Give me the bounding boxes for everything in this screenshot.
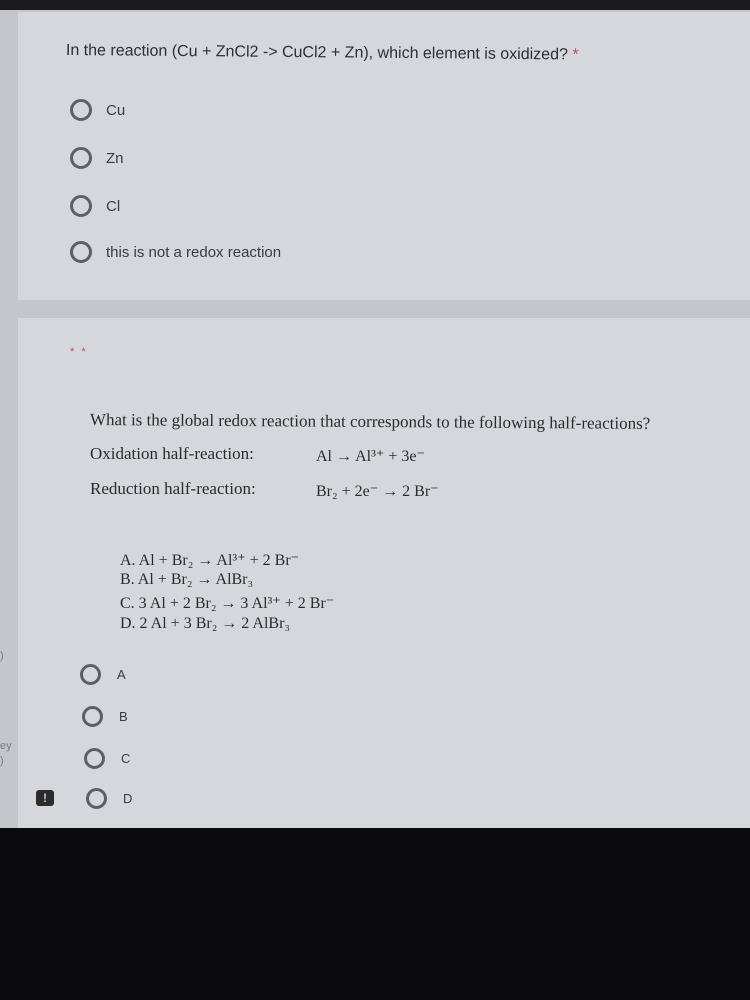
question-card-1 xyxy=(18,12,750,300)
option-label: Cu xyxy=(106,101,126,119)
option-zn[interactable] xyxy=(70,146,124,170)
option-label: C xyxy=(121,750,131,766)
radio-button-icon[interactable] xyxy=(80,664,101,685)
required-asterisk: * xyxy=(572,46,579,64)
radio-button-icon[interactable] xyxy=(70,147,92,169)
option-label: D xyxy=(123,790,133,806)
oxidation-label: Oxidation half-reaction: xyxy=(90,444,254,463)
question-2-text: What is the global redox reaction that corresponds to the following half-reactions? xyxy=(89,410,651,433)
choice-c-equation: C. 3 Al + 2 Br₂ → 3 Al³⁺ + 2 Br⁻ xyxy=(120,595,335,612)
choice-b-equation: B. Al + Br₂ → AlBr₃ xyxy=(120,571,254,588)
option-c[interactable] xyxy=(84,746,130,770)
option-a[interactable] xyxy=(80,662,126,686)
option-label: Cl xyxy=(106,197,121,215)
radio-button-icon[interactable] xyxy=(70,99,92,121)
reduction-label: Reduction half-reaction: xyxy=(90,479,256,498)
option-label: A xyxy=(117,666,126,682)
option-label: Zn xyxy=(106,149,124,167)
monitor-bezel xyxy=(0,828,750,1000)
question-1-title xyxy=(66,42,579,64)
choice-a-equation: A. Al + Br₂ → Al³⁺ + 2 Br⁻ xyxy=(120,552,300,569)
option-d[interactable] xyxy=(86,786,132,810)
option-label: B xyxy=(119,708,128,724)
oxidation-equation: Al → Al³⁺ + 3e⁻ xyxy=(316,448,425,465)
radio-button-icon[interactable] xyxy=(70,241,92,263)
option-not-redox[interactable] xyxy=(70,240,281,264)
top-bezel xyxy=(0,0,750,10)
option-label: this is not a redox reaction xyxy=(106,243,282,261)
option-b[interactable] xyxy=(82,704,128,728)
question-1-text: In the reaction (Cu + ZnCl2 -> CuCl2 + Zn), which element is oxidized? xyxy=(65,42,568,64)
required-asterisk: * * xyxy=(70,346,88,358)
option-cl[interactable] xyxy=(70,194,120,218)
left-edge-fragment: ey xyxy=(0,740,12,752)
left-edge-fragment: ) xyxy=(0,755,4,767)
radio-button-icon[interactable] xyxy=(84,748,105,769)
left-edge-fragment: ) xyxy=(0,650,4,662)
option-cu[interactable] xyxy=(70,98,125,122)
feedback-alert-icon[interactable]: ! xyxy=(36,790,54,806)
question-card-2 xyxy=(18,318,750,828)
choice-d-equation: D. 2 Al + 3 Br₂ → 2 AlBr₃ xyxy=(120,615,290,632)
radio-button-icon[interactable] xyxy=(86,788,107,809)
reduction-equation: Br₂ + 2e⁻ → 2 Br⁻ xyxy=(316,483,439,500)
radio-button-icon[interactable] xyxy=(82,706,103,727)
radio-button-icon[interactable] xyxy=(70,195,92,217)
